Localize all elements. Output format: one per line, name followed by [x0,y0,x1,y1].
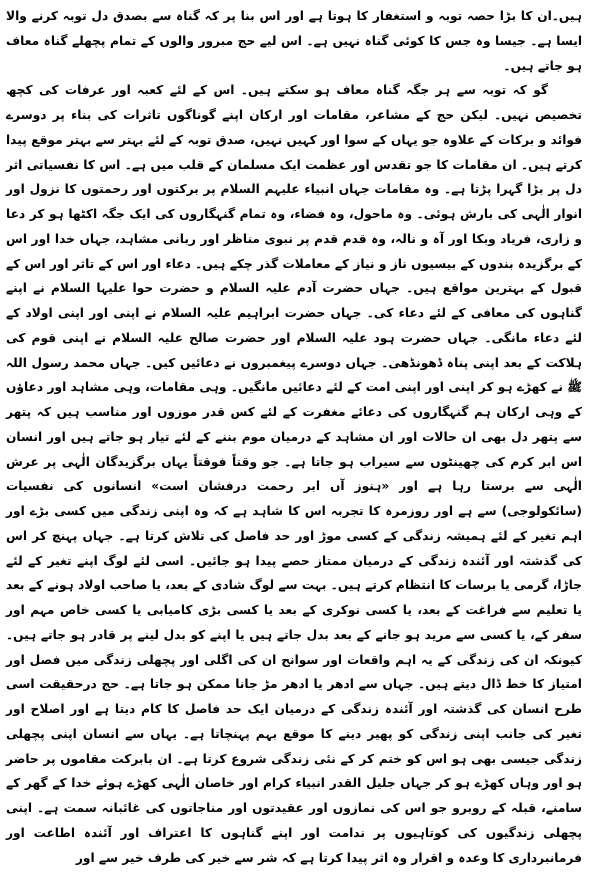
urdu-text-body [6,4,582,870]
paragraph-main: گو کہ توبہ سے ہر جگہ گناہ معاف ہو سکتے ہیں۔ اس کے لئے کعبہ اور عرفات کی کچھ تخصیص نہیں۔ لیکن حج کے مشاعر، مقامات اور ارکان اپنے گوناگوں تاثرات کی بناء پر دوسرے فوائد و برکات کے علاوہ جو یہاں کے سوا اور کہیں نہیں، صدق توبہ کے لئے بہتر سے بہتر موقع پیدا کرتے ہیں۔ ان مقامات کا جو تقدس اور عظمت ایک مسلمان کے قلب میں ہے۔ اس کا نفسیاتی اثر دل پر بڑا گہرا پڑتا ہے۔ وہ مقامات جہاں انبیاء علیہم السلام پر برکتوں اور رحمتوں کا نزول اور انوار الٰہی کی بارش ہوئی۔ وہ ماحول، وہ فضاء، وہ تمام گنہگاروں کی ایک جگہ اکٹھا ہو کر دعا و زاری، فریاد وبکا اور آہ و نالہ، وہ قدم قدم پر نبوی مناظر اور ربانی مشاہد، جہاں خدا اور اس کے برگزیدہ بندوں کے بیسیوں ناز و نیاز کے معاملات گذر چکے ہیں۔ دعاء اور اس کے تاثر اور اس کے قبول کے بہترین مواقع ہیں۔ جہاں حضرت آدم علیہ السلام و حضرت حوا علیہا السلام نے اپنے گناہوں کی معافی کے لئے دعاء کی۔ جہاں حضرت ابراہیم علیہ السلام نے اپنی اور اپنی اولاد کے لئے دعاء مانگی۔ جہاں حضرت ہود علیہ السلام اور حضرت صالح علیہ السلام نے اپنی قوم کی ہلاکت کے بعد اپنی پناہ ڈھونڈھی۔ جہاں دوسرے پیغمبروں نے دعائیں کیں۔ جہاں محمد رسول اللہ ﷺ نے کھڑے ہو کر اپنی اور اپنی امت کے لئے دعائیں مانگیں۔ وہی مقامات، وہی مشاہد اور دعاؤں کے وہی ارکان ہم گنہگاروں کی دعائے مغفرت کے لئے کس قدر موزوں اور مناسب ہیں کہ پتھر سے پتھر دل بھی ان حالات اور ان مشاہد کے درمیان موم بننے کے لئے تیار ہو جاتے ہیں اور انسان اس ابر کرم کی چھینٹوں سے سیراب ہو جاتا ہے۔ جو وقتاً فوقتاً یہاں برگزیدگان الٰہی پر عرش الٰہی سے برستا رہا ہے اور «ہنوز آں ابر رحمت درفشان است» انسانوں کی نفسیات (سائکولوجی) سے ہے اور روزمرہ کا تجربہ اس کا شاہد ہے کہ وہ اپنی زندگی میں کسی بڑے اور اہم تغیر کے لئے ہمیشہ زندگی کے کسی موڑ اور حد فاصل کی تلاش کرتا ہے۔ جہاں پہنچ کر اس کی گذشتہ اور آئندہ زندگی کے درمیان ممتاز حصے پیدا ہو جائیں۔ اسی لئے لوگ اپنے تغیر کے لئے جاڑا، گرمی یا برسات کا انتظام کرتے ہیں۔ بہت سے لوگ شادی کے بعد، یا صاحب اولاد ہونے کے بعد یا تعلیم سے فراغت کے بعد، یا کسی نوکری کے بعد یا کسی بڑی کامیابی یا کسی خاص مہم اور سفر کے، یا کسی سے مرید ہو جانے کے بعد بدل جاتے ہیں یا اپنے کو بدل لینے پر قادر ہو جاتے ہیں۔ کیونکہ ان کی زندگی کے یہ اہم واقعات اور سوانح ان کی اگلی اور پچھلی زندگی میں فصل اور امتیاز کا خط ڈال دیتے ہیں۔ جہاں سے ادھر یا ادھر مڑ جانا ممکن ہو جاتا ہے۔ حج درحقیقت اسی طرح انسان کی گذشتہ اور آئندہ زندگی کے درمیان ایک حد فاصل کا کام دیتا ہے اور اصلاح اور تغیر کی جانب اپنی زندگی کو پھیر دینے کا موقع بہم پہنچاتا ہے۔ یہاں سے انسان اپنی پچھلی زندگی جیسی بھی ہو اس کو ختم کر کے نئی زندگی شروع کرتا ہے۔ ان بابرکت مقاموں پر حاضر ہو اور وہاں کھڑے ہو کر جہاں جلیل القدر انبیاء کرام اور خاصان الٰہی کھڑے ہوئے خدا کے گھر کے سامنے، قبلہ کے روبرو جو اس کی نمازوں اور عقیدتوں اور مناجاتوں کی غائبانہ سمت ہے۔ اپنی پچھلی زندگیوں کی کوتاہیوں پر ندامت اور اپنے گناہوں کا اعتراف اور آئندہ اطاعت اور فرمانبرداری کا وعدہ و اقرار وہ اثر پیدا کرتا ہے کہ شر سے خیر کی طرف خیر سے اور [6,83,582,865]
paragraph-continuation: ہیں۔ان کا بڑا حصہ توبہ و استغفار کا ہوتا ہے اور اس بنا پر کہ گناہ سے بصدق دل توبہ کرنے والا ایسا ہے۔ جیسا وہ جس کا کوئی گناہ نہیں ہے۔ اس لیے حج مبرور والوں کے تمام پچھلے گناہ معاف ہو جاتے ہیں۔ [6,9,582,73]
